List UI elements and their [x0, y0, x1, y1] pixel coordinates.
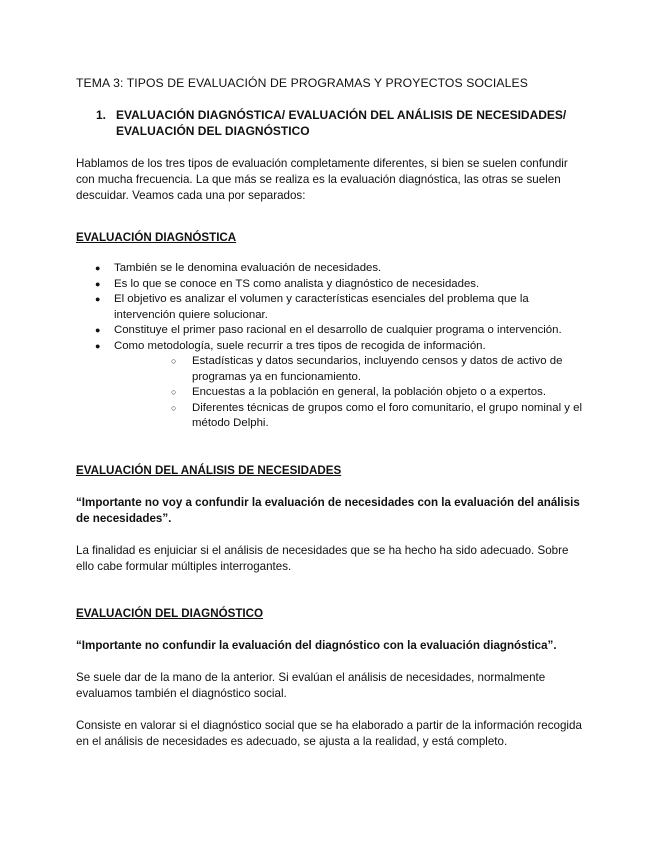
circle-bullet-icon: ○ [171, 402, 177, 413]
section-heading-1 [96, 107, 584, 139]
sub-list-item: ○ Encuestas a la población en general, la población objeto o a expertos. [114, 385, 584, 401]
circle-bullet-icon: ○ [171, 356, 177, 366]
subheading-analisis-necesidades: EVALUACIÓN DEL ANÁLISIS DE NECESIDADES [76, 463, 342, 477]
bullet-icon: ● [95, 340, 101, 351]
section-number: 1. [96, 108, 107, 122]
bullet-icon: ● [95, 325, 101, 335]
bullet-icon: ● [95, 263, 101, 273]
circle-bullet-icon: ○ [171, 387, 177, 397]
list-item: ● Constituye el primer paso racional en el desarrollo de cualquier programa o intervención. [76, 323, 584, 339]
diag-bullet-list [76, 261, 584, 432]
document-page [76, 74, 584, 750]
document-title: TEMA 3: TIPOS DE EVALUACIÓN DE PROGRAMAS Y PROYECTOS SOCIALES [76, 76, 528, 90]
paragraph-diagnostico-2: Consiste en valorar si el diagnóstico social que se ha elaborado a partir de la información recogida en el análisis de necesidades es adecuado, se ajusta a la realidad, y está completo. [76, 718, 582, 748]
list-item: ● Como metodología, suele recurrir a tres tipos de recogida de información. ○ Estadísticas y datos secundarios, incluyendo censos y datos de activo de programas ya en funcionamiento. ○ Encuestas a la población en general, la población objeto o a expertos. ○ Diferentes técnicas de grupos como el foro comunitario, el grupo nominal y el método Delphi. [76, 339, 584, 432]
list-item: ● Es lo que se conoce en TS como analista y diagnóstico de necesidades. [76, 277, 584, 293]
bullet-icon: ● [95, 278, 101, 289]
subheading-evaluacion-diagnostica: EVALUACIÓN DIAGNÓSTICA [76, 231, 237, 244]
paragraph-analisis: La finalidad es enjuiciar si el análisis de necesidades que se ha hecho ha sido adecuado. Sobre ello cabe formular múltiples interrogantes. [76, 543, 569, 573]
intro-paragraph: Hablamos de los tres tipos de evaluación completamente diferentes, si bien se suelen confundir con mucha frecuencia. La que más se realiza es la evaluación diagnóstica, las otras se suelen descuidar. Veamos cada una por separados: [76, 157, 568, 202]
list-item: ● También se le denomina evaluación de necesidades. [76, 261, 584, 277]
quote-diagnostico: “Importante no confundir la evaluación del diagnóstico con la evaluación diagnóstica”. [76, 638, 557, 652]
sub-list-item: ○ Estadísticas y datos secundarios, incluyendo censos y datos de activo de programas ya en funcionamiento. [171, 355, 563, 383]
list-item: ● El objetivo es analizar el volumen y características esenciales del problema que la intervención quiere solucionar. [95, 293, 529, 321]
paragraph-diagnostico-1: Se suele dar de la mano de la anterior. Si evalúan el análisis de necesidades, normalmente evaluamos también el diagnóstico social. [76, 670, 546, 700]
sub-bullet-list [114, 354, 584, 432]
subheading-diagnostico: EVALUACIÓN DEL DIAGNÓSTICO [76, 606, 264, 620]
quote-analisis: “Importante no voy a confundir la evaluación de necesidades con la evaluación del análisis de necesidades”. [76, 495, 580, 525]
section-title: EVALUACIÓN DIAGNÓSTICA/ EVALUACIÓN DEL ANÁLISIS DE NECESIDADES/ EVALUACIÓN DEL DIAGNÓSTICO [116, 108, 567, 138]
sub-list-item: ○ Diferentes técnicas de grupos como el foro comunitario, el grupo nominal y el método Delphi. [171, 401, 583, 429]
bullet-icon: ● [95, 294, 101, 304]
